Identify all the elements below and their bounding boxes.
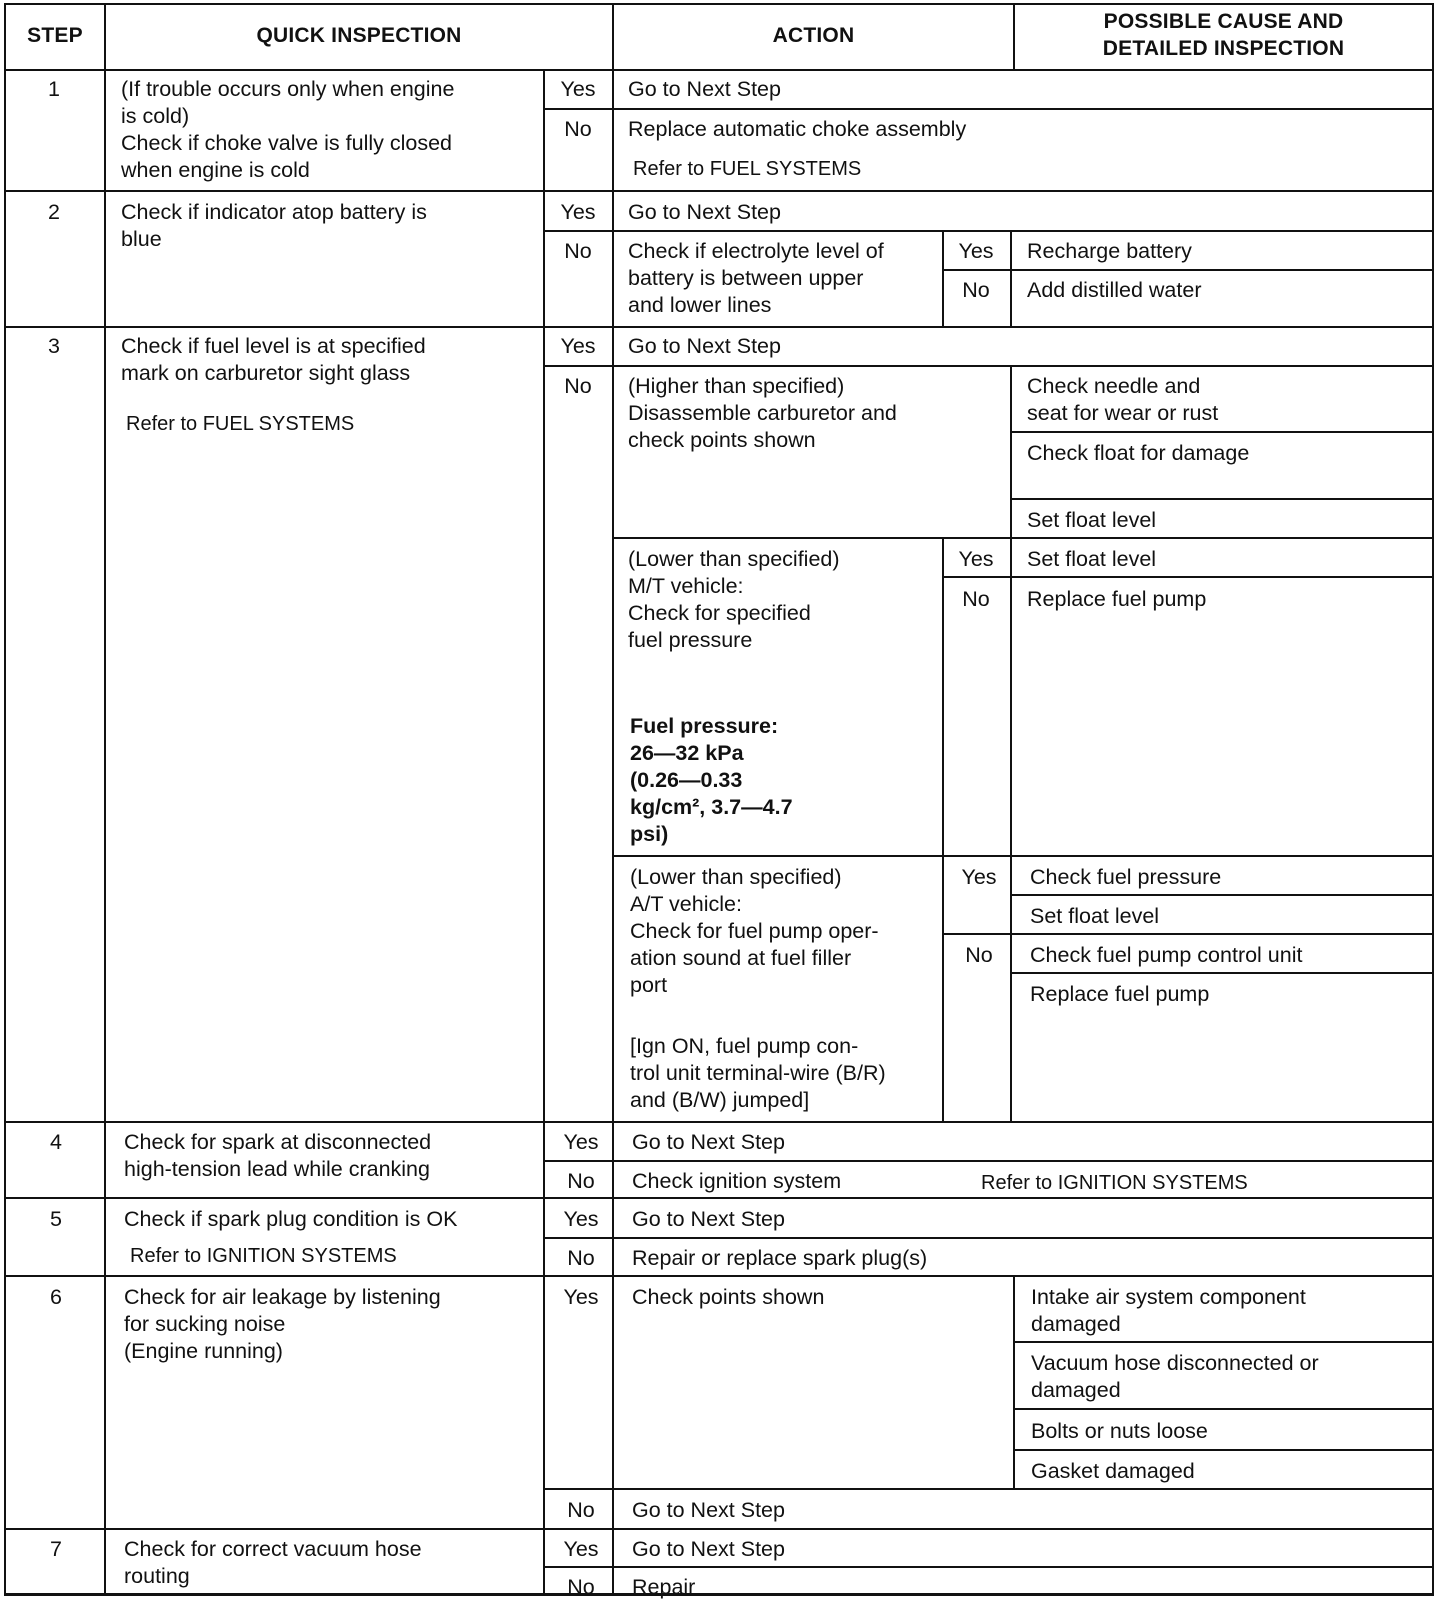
step-2-sub-no: No (962, 278, 990, 302)
step-6-yes: Yes (563, 1285, 599, 1309)
step-3-at-no-cause-2: Replace fuel pump (1030, 982, 1210, 1006)
step-1-no-action: Replace automatic choke assembly (628, 117, 967, 141)
header-possible-cause: POSSIBLE CAUSE AND DETAILED INSPECTION (1102, 10, 1345, 60)
step-4-no-action: Check ignition system (632, 1169, 842, 1193)
step-3-mt-action: (Lower than specified) M/T vehicle: Check for specified fuel pressure (628, 547, 840, 652)
step-6-yes-action: Check points shown (632, 1285, 825, 1309)
step-6-number: 6 (50, 1285, 62, 1309)
step-3-yes: Yes (560, 334, 596, 358)
step-4-number: 4 (50, 1130, 62, 1154)
step-1-number: 1 (48, 77, 60, 101)
step-7-inspection: Check for correct vacuum hose routing (124, 1537, 422, 1588)
step-6-yes-cause-1: Intake air system component damaged (1031, 1285, 1306, 1336)
step-3-higher-cause-3: Set float level (1027, 508, 1157, 532)
step-4-yes: Yes (563, 1130, 599, 1154)
step-7-yes: Yes (563, 1537, 599, 1561)
step-5-yes: Yes (563, 1207, 599, 1231)
step-2-sub-yes-cause: Recharge battery (1027, 239, 1192, 263)
step-2-yes-action: Go to Next Step (628, 200, 781, 224)
header-action: ACTION (772, 24, 855, 47)
step-3-at-action: (Lower than specified) A/T vehicle: Check for fuel pump oper- ation sound at fuel filler port (630, 865, 879, 997)
step-5-no-action: Repair or replace spark plug(s) (632, 1246, 928, 1270)
header-step: STEP (27, 24, 83, 47)
step-4-no-reference: Refer to IGNITION SYSTEMS (981, 1172, 1248, 1194)
step-3-higher-action: (Higher than specified) Disassemble carburetor and check points shown (628, 374, 897, 452)
step-6-no: No (567, 1498, 595, 1522)
step-7-no: No (567, 1575, 595, 1599)
step-5-number: 5 (50, 1207, 62, 1231)
step-1-no-reference: Refer to FUEL SYSTEMS (633, 158, 862, 180)
step-3-reference: Refer to FUEL SYSTEMS (126, 413, 355, 435)
step-6-no-action: Go to Next Step (632, 1498, 785, 1522)
step-2-yes: Yes (560, 200, 596, 224)
step-3-at-yes-cause-2: Set float level (1030, 904, 1160, 928)
step-3-mt-no-cause: Replace fuel pump (1027, 587, 1207, 611)
step-3-at-no-cause-1: Check fuel pump control unit (1030, 943, 1303, 967)
step-3-no: No (564, 374, 592, 398)
step-2-inspection: Check if indicator atop battery is blue (121, 200, 427, 251)
step-3-number: 3 (48, 334, 60, 358)
step-6-yes-cause-2: Vacuum hose disconnected or damaged (1031, 1351, 1319, 1402)
step-3-mt-fuel-pressure: Fuel pressure: 26—32 kPa (0.26—0.33 kg/cm², 3.7—4.7 psi) (630, 714, 793, 846)
step-7-number: 7 (50, 1537, 62, 1561)
step-3-at-no: No (965, 943, 993, 967)
step-3-at-yes: Yes (961, 865, 997, 889)
step-3-yes-action: Go to Next Step (628, 334, 781, 358)
step-1-inspection: (If trouble occurs only when engine is cold) Check if choke valve is fully closed when engine is cold (121, 77, 455, 182)
step-3-at-note: [Ign ON, fuel pump con- trol unit terminal-wire (B/R) and (B/W) jumped] (630, 1034, 886, 1112)
header-quick-inspection: QUICK INSPECTION (256, 24, 462, 47)
step-3-inspection: Check if fuel level is at specified mark on carburetor sight glass (121, 334, 426, 385)
step-1-no: No (564, 117, 592, 141)
step-2-no: No (564, 239, 592, 263)
step-1-yes-action: Go to Next Step (628, 77, 781, 101)
step-4-no: No (567, 1169, 595, 1193)
step-4-yes-action: Go to Next Step (632, 1130, 785, 1154)
step-3-higher-cause-2: Check float for damage (1027, 441, 1250, 465)
step-6-yes-cause-4: Gasket damaged (1031, 1459, 1195, 1483)
step-2-sub-no-cause: Add distilled water (1027, 278, 1202, 302)
step-6-inspection: Check for air leakage by listening for sucking noise (Engine running) (124, 1285, 441, 1363)
step-2-sub-yes: Yes (958, 239, 994, 263)
step-3-mt-no: No (962, 587, 990, 611)
step-5-reference: Refer to IGNITION SYSTEMS (130, 1245, 397, 1267)
step-5-inspection: Check if spark plug condition is OK (124, 1207, 458, 1231)
step-2-number: 2 (48, 200, 60, 224)
step-3-mt-yes-cause: Set float level (1027, 547, 1157, 571)
step-3-mt-yes: Yes (958, 547, 994, 571)
step-3-at-yes-cause-1: Check fuel pressure (1030, 865, 1222, 889)
step-6-yes-cause-3: Bolts or nuts loose (1031, 1419, 1208, 1443)
step-5-yes-action: Go to Next Step (632, 1207, 785, 1231)
step-3-higher-cause-1: Check needle and seat for wear or rust (1027, 374, 1219, 425)
step-2-no-action: Check if electrolyte level of battery is between upper and lower lines (628, 239, 884, 317)
step-1-yes: Yes (560, 77, 596, 101)
step-7-yes-action: Go to Next Step (632, 1537, 785, 1561)
step-7-no-action: Repair (632, 1575, 696, 1599)
step-5-no: No (567, 1246, 595, 1270)
step-4-inspection: Check for spark at disconnected high-tension lead while cranking (124, 1130, 432, 1181)
